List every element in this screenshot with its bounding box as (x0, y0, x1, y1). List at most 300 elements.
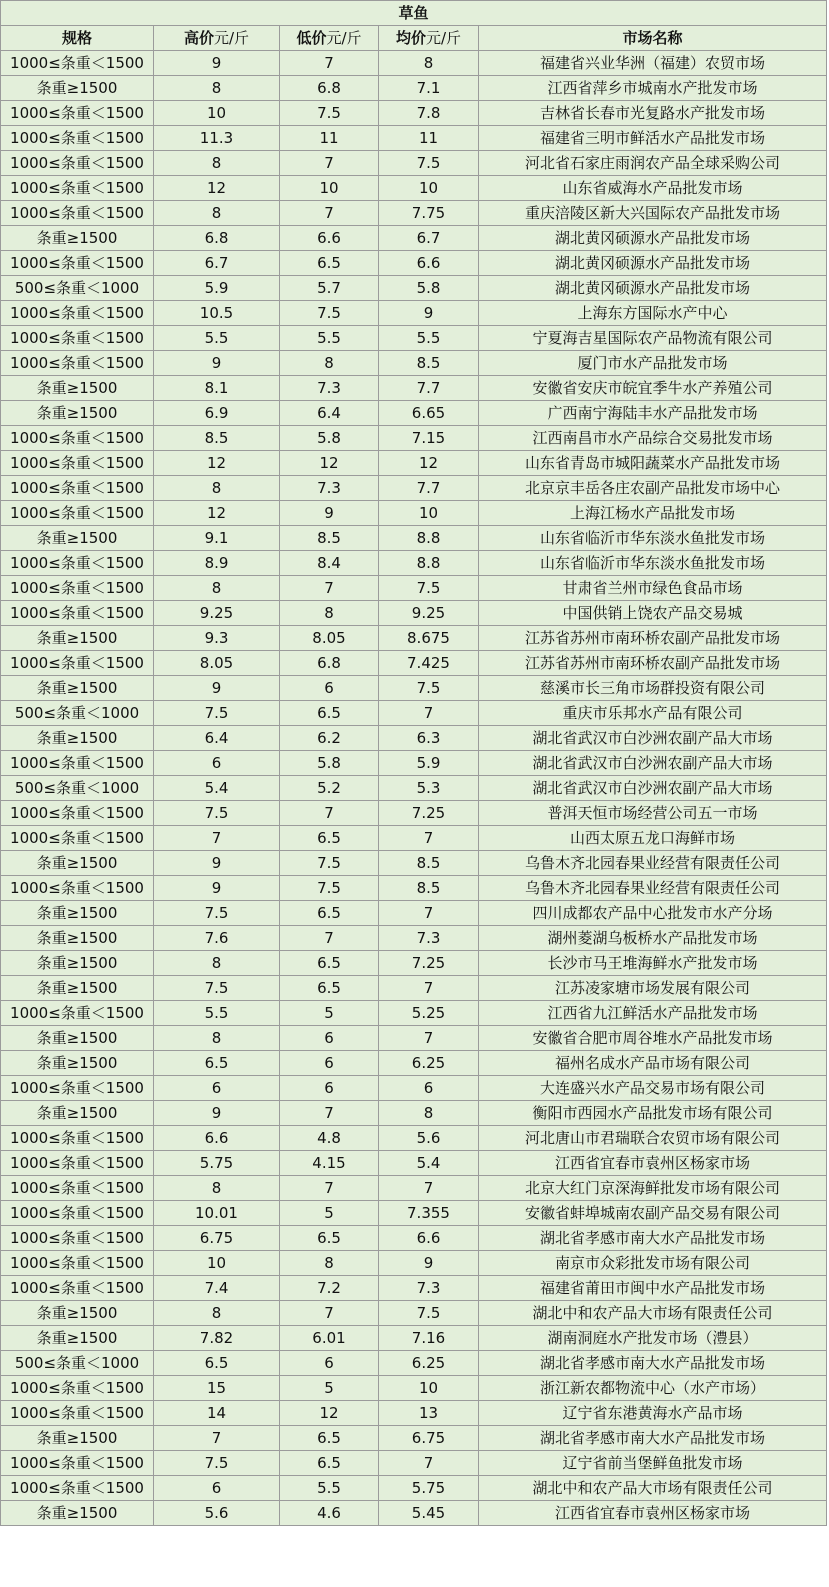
spec-cell: 1000≤条重＜1500 (1, 301, 154, 326)
high-price-header-label: 高价 (183, 29, 214, 47)
spec-cell: 条重≥1500 (1, 1101, 154, 1126)
low-price-cell: 6.5 (280, 701, 379, 726)
spec-cell: 1000≤条重＜1500 (1, 1451, 154, 1476)
high-price-cell: 8 (154, 576, 280, 601)
market-name-cell: 湖北省武汉市白沙洲农副产品大市场 (479, 726, 827, 751)
table-row (1, 426, 827, 451)
spec-cell: 1000≤条重＜1500 (1, 1151, 154, 1176)
spec-cell: 条重≥1500 (1, 951, 154, 976)
low-price-cell: 7 (280, 1301, 379, 1326)
low-price-cell: 6.5 (280, 976, 379, 1001)
spec-cell: 1000≤条重＜1500 (1, 1126, 154, 1151)
low-price-cell: 7 (280, 576, 379, 601)
high-price-cell: 6.8 (154, 226, 280, 251)
avg-price-cell: 7 (379, 1176, 479, 1201)
high-price-cell: 7.82 (154, 1326, 280, 1351)
high-price-cell: 5.9 (154, 276, 280, 301)
avg-price-cell: 6.75 (379, 1426, 479, 1451)
high-price-cell: 7.5 (154, 801, 280, 826)
market-name-cell: 山东省临沂市华东淡水鱼批发市场 (479, 551, 827, 576)
table-row (1, 1101, 827, 1126)
spec-cell: 条重≥1500 (1, 1026, 154, 1051)
market-name-cell: 四川成都农产品中心批发市水产分场 (479, 901, 827, 926)
market-name-cell: 厦门市水产品批发市场 (479, 351, 827, 376)
low-price-cell: 12 (280, 451, 379, 476)
avg-price-cell: 7.7 (379, 476, 479, 501)
avg-price-cell: 7 (379, 976, 479, 1001)
spec-cell: 1000≤条重＜1500 (1, 1076, 154, 1101)
spec-cell: 1000≤条重＜1500 (1, 1401, 154, 1426)
table-row (1, 301, 827, 326)
avg-price-cell: 9 (379, 301, 479, 326)
high-price-cell: 11.3 (154, 126, 280, 151)
low-price-cell: 7.3 (280, 476, 379, 501)
avg-price-cell: 8.8 (379, 551, 479, 576)
avg-price-cell: 8 (379, 1101, 479, 1126)
table-row (1, 1301, 827, 1326)
low-price-cell: 6 (280, 676, 379, 701)
market-name-cell: 普洱天恒市场经营公司五一市场 (479, 801, 827, 826)
market-name-cell: 衡阳市西园水产品批发市场有限公司 (479, 1101, 827, 1126)
low-price-cell: 8 (280, 601, 379, 626)
high-price-cell: 8 (154, 1026, 280, 1051)
low-price-header-label: 低价 (296, 29, 327, 47)
low-price-cell: 6 (280, 1351, 379, 1376)
spec-cell: 1000≤条重＜1500 (1, 351, 154, 376)
low-price-cell: 8.5 (280, 526, 379, 551)
spec-header-label: 规格 (61, 29, 92, 47)
spec-cell: 条重≥1500 (1, 226, 154, 251)
high-price-cell: 6.9 (154, 401, 280, 426)
market-name-cell: 中国供销上饶农产品交易城 (479, 601, 827, 626)
high-price-cell: 7.5 (154, 1451, 280, 1476)
avg-price-cell: 6 (379, 1076, 479, 1101)
spec-cell: 500≤条重＜1000 (1, 701, 154, 726)
low-price-cell: 7.5 (280, 851, 379, 876)
spec-cell: 500≤条重＜1000 (1, 276, 154, 301)
spec-cell: 1000≤条重＜1500 (1, 451, 154, 476)
low-price-header-unit: 元/斤 (326, 29, 362, 47)
avg-price-cell: 8.5 (379, 351, 479, 376)
high-price-cell: 10.01 (154, 1201, 280, 1226)
high-price-header (154, 26, 280, 51)
spec-cell: 1000≤条重＜1500 (1, 326, 154, 351)
market-name-cell: 上海江杨水产品批发市场 (479, 501, 827, 526)
market-name-cell: 上海东方国际水产中心 (479, 301, 827, 326)
avg-price-cell: 7.15 (379, 426, 479, 451)
avg-price-cell: 9.25 (379, 601, 479, 626)
market-name-cell: 江西省宜春市袁州区杨家市场 (479, 1151, 827, 1176)
high-price-cell: 5.4 (154, 776, 280, 801)
avg-price-cell: 6.7 (379, 226, 479, 251)
low-price-cell: 4.6 (280, 1501, 379, 1526)
high-price-cell: 7.6 (154, 926, 280, 951)
market-name-cell: 山西太原五龙口海鲜市场 (479, 826, 827, 851)
low-price-cell: 5 (280, 1001, 379, 1026)
high-price-cell: 6 (154, 751, 280, 776)
avg-price-cell: 7 (379, 1026, 479, 1051)
spec-cell: 1000≤条重＜1500 (1, 251, 154, 276)
high-price-cell: 9.1 (154, 526, 280, 551)
market-name-cell: 山东省威海水产品批发市场 (479, 176, 827, 201)
market-name-header (479, 26, 827, 51)
avg-price-cell: 7.5 (379, 576, 479, 601)
market-name-cell: 湖北省武汉市白沙洲农副产品大市场 (479, 751, 827, 776)
spec-cell: 条重≥1500 (1, 926, 154, 951)
high-price-cell: 7 (154, 826, 280, 851)
spec-cell: 1000≤条重＜1500 (1, 826, 154, 851)
spec-cell: 1000≤条重＜1500 (1, 751, 154, 776)
low-price-cell: 7.5 (280, 876, 379, 901)
market-name-cell: 湖北中和农产品大市场有限责任公司 (479, 1476, 827, 1501)
market-name-cell: 山东省临沂市华东淡水鱼批发市场 (479, 526, 827, 551)
low-price-cell: 6.5 (280, 1451, 379, 1476)
low-price-cell: 10 (280, 176, 379, 201)
table-row (1, 476, 827, 501)
high-price-cell: 6 (154, 1476, 280, 1501)
market-name-cell: 宁夏海吉星国际农产品物流有限公司 (479, 326, 827, 351)
low-price-cell: 7 (280, 926, 379, 951)
low-price-cell: 6.5 (280, 826, 379, 851)
table-row (1, 1326, 827, 1351)
market-name-cell: 福建省莆田市闽中水产品批发市场 (479, 1276, 827, 1301)
high-price-cell: 8 (154, 951, 280, 976)
high-price-cell: 7.5 (154, 701, 280, 726)
table-row (1, 1076, 827, 1101)
avg-price-cell: 6.3 (379, 726, 479, 751)
table-row (1, 576, 827, 601)
high-price-cell: 5.5 (154, 1001, 280, 1026)
market-name-cell: 湖北省武汉市白沙洲农副产品大市场 (479, 776, 827, 801)
market-name-cell: 长沙市马王堆海鲜水产批发市场 (479, 951, 827, 976)
high-price-cell: 6.6 (154, 1126, 280, 1151)
avg-price-cell: 5.4 (379, 1151, 479, 1176)
table-row (1, 326, 827, 351)
avg-price-cell: 6.25 (379, 1351, 479, 1376)
low-price-cell: 6.6 (280, 226, 379, 251)
table-row (1, 126, 827, 151)
avg-price-cell: 11 (379, 126, 479, 151)
high-price-cell: 9 (154, 1101, 280, 1126)
table-row (1, 851, 827, 876)
high-price-cell: 8.9 (154, 551, 280, 576)
table-row (1, 701, 827, 726)
high-price-cell: 10.5 (154, 301, 280, 326)
table-row (1, 251, 827, 276)
avg-price-cell: 7.7 (379, 376, 479, 401)
low-price-cell: 6.5 (280, 1426, 379, 1451)
low-price-cell: 7 (280, 1176, 379, 1201)
spec-cell: 条重≥1500 (1, 976, 154, 1001)
low-price-header (280, 26, 379, 51)
low-price-cell: 6.5 (280, 901, 379, 926)
market-name-cell: 江西南昌市水产品综合交易批发市场 (479, 426, 827, 451)
high-price-cell: 7 (154, 1426, 280, 1451)
spec-cell: 1000≤条重＜1500 (1, 876, 154, 901)
high-price-cell: 5.75 (154, 1151, 280, 1176)
avg-price-cell: 8.8 (379, 526, 479, 551)
spec-cell: 1000≤条重＜1500 (1, 201, 154, 226)
market-name-cell: 安徽省合肥市周谷堆水产品批发市场 (479, 1026, 827, 1051)
spec-cell: 条重≥1500 (1, 901, 154, 926)
spec-cell: 1000≤条重＜1500 (1, 101, 154, 126)
table-row (1, 1376, 827, 1401)
table-row (1, 976, 827, 1001)
table-row (1, 401, 827, 426)
spec-cell: 1000≤条重＜1500 (1, 551, 154, 576)
avg-price-cell: 13 (379, 1401, 479, 1426)
table-row (1, 926, 827, 951)
market-name-cell: 北京大红门京深海鲜批发市场有限公司 (479, 1176, 827, 1201)
low-price-cell: 7 (280, 1101, 379, 1126)
market-name-cell: 湖州菱湖乌板桥水产品批发市场 (479, 926, 827, 951)
avg-price-cell: 7.8 (379, 101, 479, 126)
avg-price-cell: 10 (379, 501, 479, 526)
high-price-cell: 8 (154, 1301, 280, 1326)
low-price-cell: 7.5 (280, 301, 379, 326)
spec-cell: 1000≤条重＜1500 (1, 151, 154, 176)
high-price-cell: 6.7 (154, 251, 280, 276)
avg-price-cell: 7 (379, 826, 479, 851)
low-price-cell: 6.2 (280, 726, 379, 751)
market-name-cell: 浙江新农都物流中心（水产市场） (479, 1376, 827, 1401)
spec-cell: 1000≤条重＜1500 (1, 176, 154, 201)
avg-price-header-unit: 元/斤 (425, 29, 462, 47)
table-row (1, 726, 827, 751)
high-price-cell: 12 (154, 176, 280, 201)
avg-price-cell: 6.65 (379, 401, 479, 426)
avg-price-cell: 5.75 (379, 1476, 479, 1501)
avg-price-header-label: 均价 (395, 29, 426, 47)
spec-cell: 1000≤条重＜1500 (1, 51, 154, 76)
low-price-cell: 5 (280, 1376, 379, 1401)
low-price-cell: 5.2 (280, 776, 379, 801)
spec-cell: 1000≤条重＜1500 (1, 1376, 154, 1401)
high-price-cell: 5.5 (154, 326, 280, 351)
high-price-cell: 6.5 (154, 1051, 280, 1076)
table-row (1, 651, 827, 676)
spec-cell: 1000≤条重＜1500 (1, 501, 154, 526)
low-price-cell: 8 (280, 1251, 379, 1276)
high-price-cell: 9 (154, 351, 280, 376)
high-price-cell: 12 (154, 501, 280, 526)
high-price-cell: 6.5 (154, 1351, 280, 1376)
spec-cell: 1000≤条重＜1500 (1, 426, 154, 451)
avg-price-cell: 7.16 (379, 1326, 479, 1351)
spec-cell: 条重≥1500 (1, 1326, 154, 1351)
market-name-cell: 福建省兴业华洲（福建）农贸市场 (479, 51, 827, 76)
spec-cell: 1000≤条重＜1500 (1, 1201, 154, 1226)
spec-cell: 1000≤条重＜1500 (1, 601, 154, 626)
low-price-cell: 6.5 (280, 251, 379, 276)
low-price-cell: 7.2 (280, 1276, 379, 1301)
low-price-cell: 6.8 (280, 651, 379, 676)
high-price-cell: 9.25 (154, 601, 280, 626)
avg-price-header (379, 26, 479, 51)
market-name-cell: 湖北省孝感市南大水产品批发市场 (479, 1226, 827, 1251)
market-name-cell: 湖北黄冈硕源水产品批发市场 (479, 276, 827, 301)
avg-price-cell: 6.25 (379, 1051, 479, 1076)
spec-cell: 条重≥1500 (1, 626, 154, 651)
table-row (1, 1451, 827, 1476)
avg-price-cell: 7.3 (379, 926, 479, 951)
market-name-cell: 重庆市乐邦水产品有限公司 (479, 701, 827, 726)
avg-price-cell: 5.9 (379, 751, 479, 776)
table-title-row (1, 1, 827, 26)
spec-cell: 1000≤条重＜1500 (1, 126, 154, 151)
avg-price-cell: 7 (379, 701, 479, 726)
market-name-cell: 甘肃省兰州市绿色食品市场 (479, 576, 827, 601)
high-price-cell: 8.05 (154, 651, 280, 676)
market-name-cell: 重庆涪陵区新大兴国际农产品批发市场 (479, 201, 827, 226)
market-name-cell: 江苏省苏州市南环桥农副产品批发市场 (479, 651, 827, 676)
spec-cell: 1000≤条重＜1500 (1, 1176, 154, 1201)
market-name-cell: 湖北中和农产品大市场有限责任公司 (479, 1301, 827, 1326)
low-price-cell: 5.7 (280, 276, 379, 301)
low-price-cell: 6 (280, 1051, 379, 1076)
table-row (1, 76, 827, 101)
low-price-cell: 7 (280, 801, 379, 826)
market-name-cell: 乌鲁木齐北园春果业经营有限责任公司 (479, 876, 827, 901)
spec-cell: 条重≥1500 (1, 1501, 154, 1526)
spec-cell: 1000≤条重＜1500 (1, 1226, 154, 1251)
market-name-cell: 大连盛兴水产品交易市场有限公司 (479, 1076, 827, 1101)
table-row (1, 1051, 827, 1076)
low-price-cell: 8 (280, 351, 379, 376)
market-name-cell: 湖北黄冈硕源水产品批发市场 (479, 226, 827, 251)
table-row (1, 1151, 827, 1176)
table-row (1, 1226, 827, 1251)
avg-price-cell: 7.355 (379, 1201, 479, 1226)
low-price-cell: 6 (280, 1076, 379, 1101)
spec-cell: 条重≥1500 (1, 676, 154, 701)
avg-price-cell: 7.3 (379, 1276, 479, 1301)
avg-price-cell: 7.425 (379, 651, 479, 676)
high-price-cell: 8 (154, 476, 280, 501)
spec-cell: 1000≤条重＜1500 (1, 1251, 154, 1276)
market-name-cell: 山东省青岛市城阳蔬菜水产品批发市场 (479, 451, 827, 476)
high-price-cell: 8 (154, 151, 280, 176)
low-price-cell: 5.5 (280, 326, 379, 351)
table-row (1, 826, 827, 851)
table-row (1, 551, 827, 576)
table-row (1, 101, 827, 126)
table-row (1, 776, 827, 801)
high-price-cell: 6.4 (154, 726, 280, 751)
market-name-cell: 江苏省苏州市南环桥农副产品批发市场 (479, 626, 827, 651)
high-price-cell: 8.5 (154, 426, 280, 451)
spec-cell: 500≤条重＜1000 (1, 1351, 154, 1376)
avg-price-cell: 8.5 (379, 851, 479, 876)
market-name-cell: 北京京丰岳各庄农副产品批发市场中心 (479, 476, 827, 501)
low-price-cell: 5.8 (280, 751, 379, 776)
high-price-cell: 6 (154, 1076, 280, 1101)
avg-price-cell: 7.5 (379, 676, 479, 701)
market-name-cell: 河北省石家庄雨润农产品全球采购公司 (479, 151, 827, 176)
market-name-cell: 辽宁省前当堡鲜鱼批发市场 (479, 1451, 827, 1476)
avg-price-cell: 7 (379, 1451, 479, 1476)
avg-price-cell: 9 (379, 1251, 479, 1276)
high-price-cell: 6.75 (154, 1226, 280, 1251)
table-row (1, 501, 827, 526)
high-price-cell: 5.6 (154, 1501, 280, 1526)
low-price-cell: 6.4 (280, 401, 379, 426)
spec-cell: 1000≤条重＜1500 (1, 651, 154, 676)
table-row (1, 1426, 827, 1451)
table-row (1, 1401, 827, 1426)
spec-cell: 条重≥1500 (1, 76, 154, 101)
avg-price-cell: 7.5 (379, 1301, 479, 1326)
market-name-cell: 广西南宁海陆丰水产品批发市场 (479, 401, 827, 426)
spec-cell: 500≤条重＜1000 (1, 776, 154, 801)
avg-price-cell: 6.6 (379, 1226, 479, 1251)
low-price-cell: 12 (280, 1401, 379, 1426)
avg-price-cell: 8.5 (379, 876, 479, 901)
table-row (1, 526, 827, 551)
table-row (1, 676, 827, 701)
spec-cell: 条重≥1500 (1, 851, 154, 876)
market-name-cell: 江西省萍乡市城南水产批发市场 (479, 76, 827, 101)
market-name-cell: 湖北黄冈硕源水产品批发市场 (479, 251, 827, 276)
avg-price-cell: 5.5 (379, 326, 479, 351)
spec-cell: 条重≥1500 (1, 1301, 154, 1326)
avg-price-cell: 8.675 (379, 626, 479, 651)
market-name-cell: 福建省三明市鲜活水产品批发市场 (479, 126, 827, 151)
table-row (1, 351, 827, 376)
spec-cell: 1000≤条重＜1500 (1, 1001, 154, 1026)
table-row (1, 1176, 827, 1201)
spec-cell: 1000≤条重＜1500 (1, 1476, 154, 1501)
avg-price-cell: 5.25 (379, 1001, 479, 1026)
low-price-cell: 7 (280, 151, 379, 176)
low-price-cell: 7.3 (280, 376, 379, 401)
spec-cell: 条重≥1500 (1, 526, 154, 551)
high-price-cell: 8 (154, 1176, 280, 1201)
table-row (1, 901, 827, 926)
low-price-cell: 6.8 (280, 76, 379, 101)
avg-price-cell: 5.6 (379, 1126, 479, 1151)
avg-price-cell: 5.45 (379, 1501, 479, 1526)
high-price-cell: 12 (154, 451, 280, 476)
table-row (1, 451, 827, 476)
table-row (1, 201, 827, 226)
table-row (1, 1001, 827, 1026)
market-name-cell: 江西省宜春市袁州区杨家市场 (479, 1501, 827, 1526)
market-name-cell: 江苏凌家塘市场发展有限公司 (479, 976, 827, 1001)
low-price-cell: 5.5 (280, 1476, 379, 1501)
low-price-cell: 7.5 (280, 101, 379, 126)
market-name-cell: 慈溪市长三角市场群投资有限公司 (479, 676, 827, 701)
avg-price-cell: 7.5 (379, 151, 479, 176)
avg-price-cell: 5.8 (379, 276, 479, 301)
high-price-cell: 15 (154, 1376, 280, 1401)
market-name-cell: 南京市众彩批发市场有限公司 (479, 1251, 827, 1276)
market-name-cell: 湖北省孝感市南大水产品批发市场 (479, 1426, 827, 1451)
low-price-cell: 5.8 (280, 426, 379, 451)
market-name-cell: 安徽省蚌埠城南农副产品交易有限公司 (479, 1201, 827, 1226)
market-name-cell: 湖南洞庭水产批发市场（澧县） (479, 1326, 827, 1351)
low-price-cell: 4.8 (280, 1126, 379, 1151)
avg-price-cell: 10 (379, 176, 479, 201)
low-price-cell: 6 (280, 1026, 379, 1051)
spec-cell: 条重≥1500 (1, 1051, 154, 1076)
high-price-cell: 9.3 (154, 626, 280, 651)
avg-price-cell: 8 (379, 51, 479, 76)
high-price-cell: 9 (154, 876, 280, 901)
table-row (1, 151, 827, 176)
table-row (1, 51, 827, 76)
avg-price-cell: 12 (379, 451, 479, 476)
